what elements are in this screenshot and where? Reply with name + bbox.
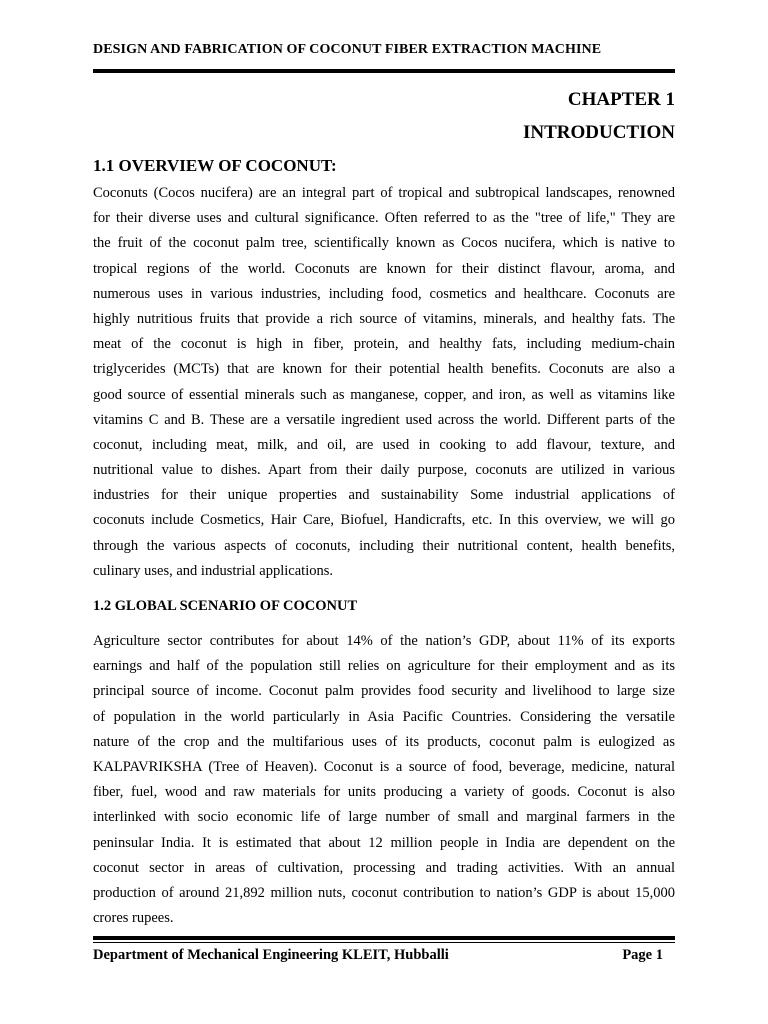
chapter-title: INTRODUCTION: [522, 122, 675, 143]
paragraph-line: good source of essential minerals such as manganese, copper, and iron, as well as vitamins like: [93, 386, 675, 403]
paragraph-line: Agriculture sector contributes for about 14% of the nation’s GDP, about 11% of its exports: [93, 633, 675, 649]
section-2-heading: 1.2 GLOBAL SCENARIO OF COCONUT: [93, 598, 358, 614]
paragraph-line: principal source of income. Coconut palm provides food security and livelihood to large size: [93, 683, 675, 700]
header-rule: [93, 69, 675, 73]
paragraph-line: peninsular India. It is estimated that about 12 million people in India are dependent on the: [93, 834, 675, 851]
paragraph-line: coconuts include Cosmetics, Hair Care, Biofuel, Handicrafts, etc. In this overview, we will go: [93, 512, 675, 529]
paragraph-line: tropical regions of the world. Coconuts are known for their distinct flavour, aroma, and: [93, 260, 675, 277]
paragraph-line: highly nutritious fruits that provide a rich source of vitamins, minerals, and healthy fats. The: [93, 310, 675, 327]
paragraph-line: earnings and half of the population still relies on agriculture for their employment and as its: [93, 658, 675, 675]
section-2-paragraph: [93, 629, 675, 931]
paragraph-line: the fruit of the coconut palm tree, scientifically known as Cocos nucifera, which is native to: [93, 235, 675, 252]
paragraph-line: nature of the crop and the multifarious uses of its products, coconut palm is eulogized as: [93, 733, 675, 750]
paragraph-line: fiber, fuel, wood and raw materials for units producing a variety of goods. Coconut is also: [93, 784, 675, 801]
section-1-heading: 1.1 OVERVIEW OF COCONUT:: [93, 156, 337, 175]
paragraph-line: crores rupees.: [93, 910, 174, 927]
paragraph-line: of population in the world particularly in Asia Pacific Countries. Considering the versatile: [93, 708, 675, 725]
paragraph-line: numerous uses in various industries, including food, cosmetics and healthcare. Coconuts are: [93, 285, 675, 302]
footer-rule-thick: [93, 936, 675, 940]
paragraph-line: vitamins C and B. These are a versatile ingredient used across the world. Different parts of the: [93, 411, 675, 428]
paragraph-line: coconut sector in areas of cultivation, processing and trading activities. With an annual: [93, 859, 675, 876]
running-header-title: DESIGN AND FABRICATION OF COCONUT FIBER EXTRACTION MACHINE: [93, 42, 602, 57]
footer-rule-thin: [93, 942, 675, 943]
paragraph-line: triglycerides (MCTs) that are known for their potential health benefits. Coconuts are also a: [93, 361, 675, 378]
paragraph-line: culinary uses, and industrial applications.: [93, 562, 334, 579]
section-1-paragraph: [93, 181, 675, 584]
paragraph-line: coconut, including meat, milk, and oil, are used in cooking to add flavour, texture, and: [93, 436, 675, 453]
paragraph-line: meat of the coconut is high in fiber, protein, and healthy fats, including medium-chain: [93, 336, 675, 353]
paragraph-line: through the various aspects of coconuts, including their nutritional content, health benefits,: [93, 537, 675, 554]
footer-page-number: Page 1: [622, 947, 663, 963]
paragraph-line: KALPAVRIKSHA (Tree of Heaven). Coconut is a source of food, beverage, medicine, natural: [93, 758, 675, 775]
chapter-number: CHAPTER 1: [567, 89, 675, 110]
paragraph-line: interlinked with socio economic life of large number of small and marginal farmers in the: [93, 809, 675, 826]
footer-department: Department of Mechanical Engineering KLEIT, Hubballi: [93, 947, 449, 963]
paragraph-line: for their diverse uses and cultural significance. Often referred to as the "tree of life," They are: [93, 210, 675, 227]
paragraph-line: production of around 21,892 million nuts, coconut contribution to nation’s GDP is about 15,000: [93, 884, 675, 901]
paragraph-line: nutritional value to dishes. Apart from their daily purpose, coconuts are utilized in various: [93, 462, 675, 479]
paragraph-line: Coconuts (Cocos nucifera) are an integral part of tropical and subtropical landscapes, renowned: [93, 185, 675, 201]
paragraph-line: industries for their unique properties and sustainability Some industrial applications of: [93, 487, 675, 504]
